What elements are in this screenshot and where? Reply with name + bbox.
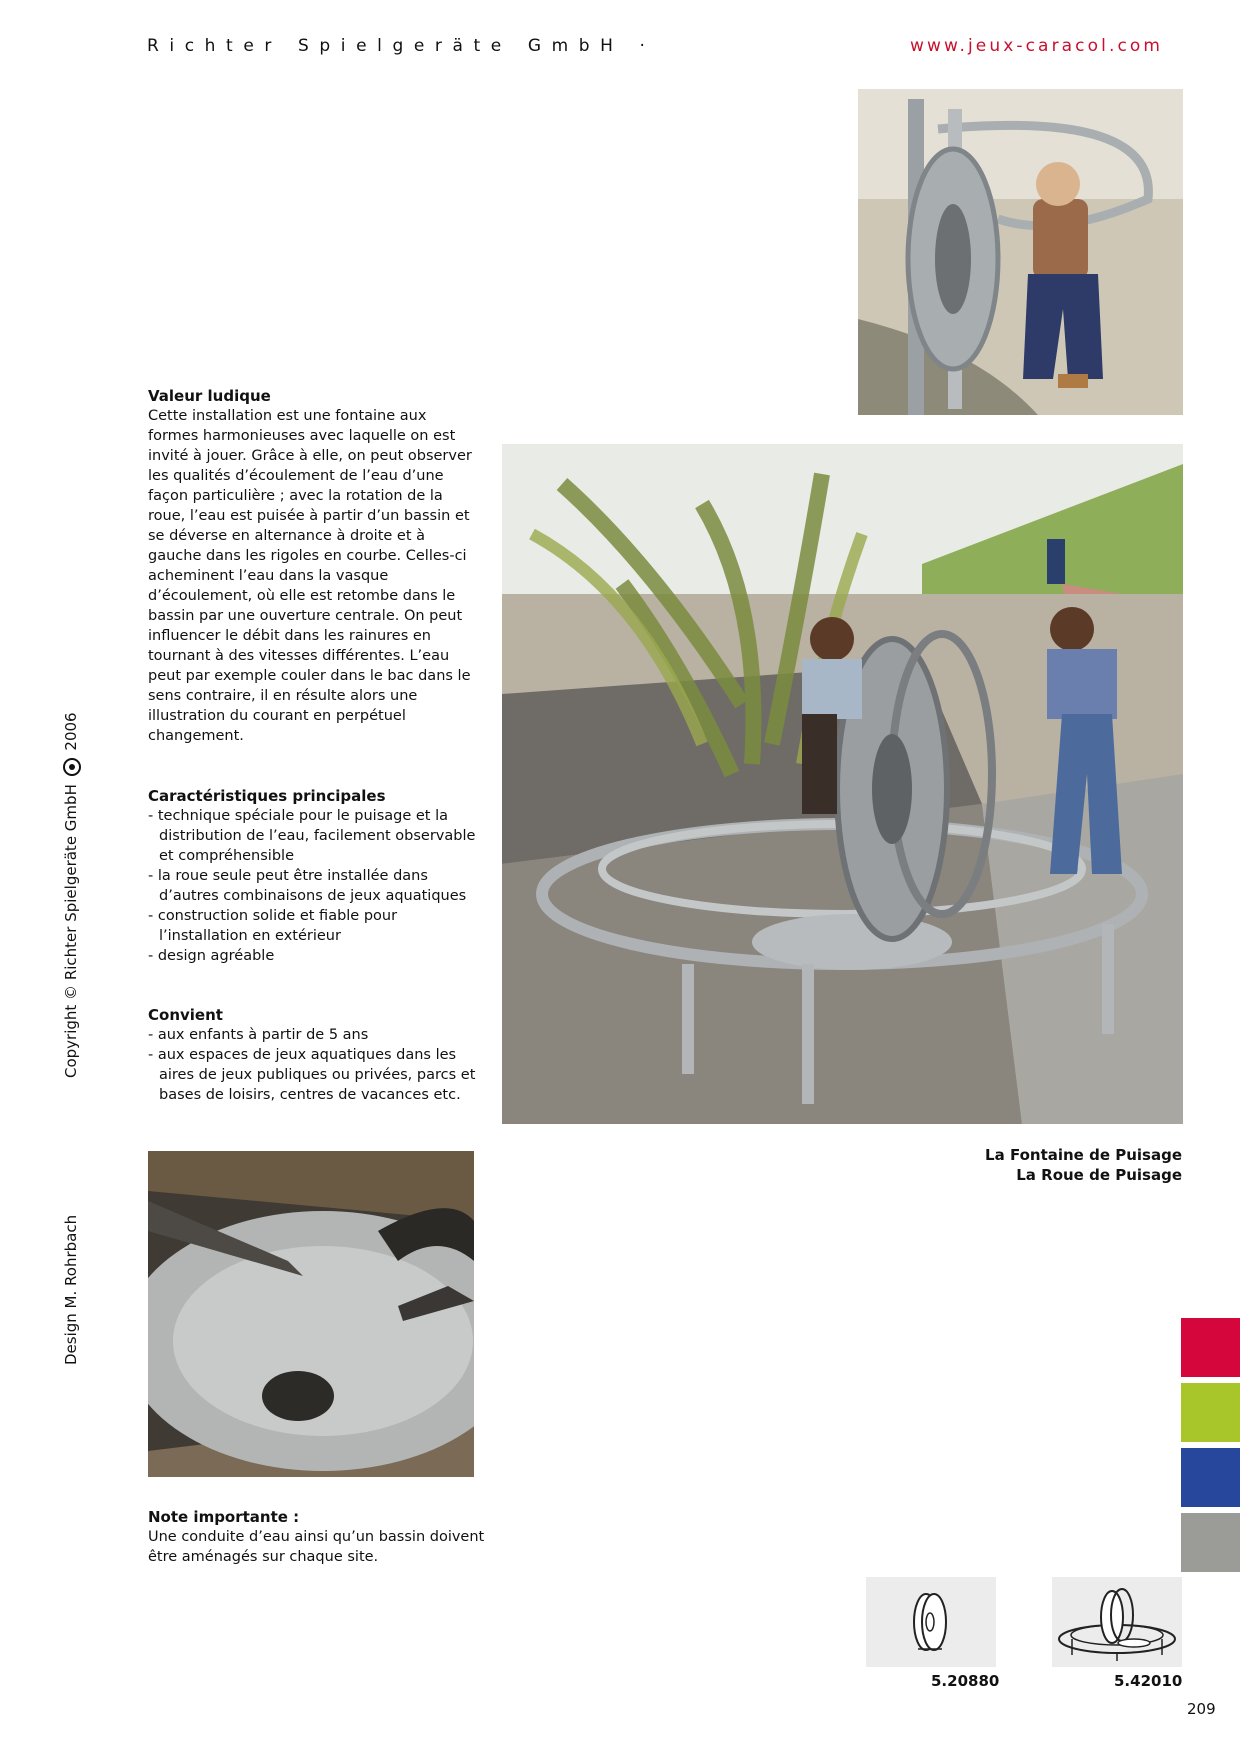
color-tab-green[interactable] — [1181, 1383, 1240, 1442]
color-tab-blue[interactable] — [1181, 1448, 1240, 1507]
caracol-logo-icon — [63, 758, 81, 776]
list-convient — [148, 1025, 478, 1105]
product-code-2: 5.42010 — [1114, 1672, 1183, 1690]
list-caracteristiques — [148, 806, 478, 966]
list-item: - design agréable — [148, 946, 478, 966]
section-note-importante — [148, 1507, 508, 1567]
list-item: - aux espaces de jeux aquatiques dans les aires de jeux publiques ou privées, parcs et bases de loisirs, centres de vacances etc. — [148, 1045, 478, 1105]
copyright-text: Copyright © Richter Spielgeräte GmbH — [62, 784, 80, 1078]
text-valeur-ludique: Cette installation est une fontaine aux formes harmonieuses avec laquelle on est invité à jouer. Grâce à elle, on peut observer les qualités d’écoulement de l’eau d’une façon particulière ; avec la rotation de la roue, l’eau est puisée à partir d’un bassin et se déverse en alternance à droite et à gauche dans les rigoles en courbe. Celles-ci acheminent l’eau dans la vasque d’écoulement, où elle est retombe dans le bassin par une ouverture centrale. On peut influencer le débit dans les rainures en tournant à des vitesses différentes. L’eau peut par exemple couler dans le bac dans le sens contraire, il en résulte alors une illustration du courant en perpétuel changement. — [148, 408, 472, 744]
copyright-year: 2006 — [62, 712, 80, 751]
product-caption — [985, 1145, 1182, 1185]
heading-note-importante: Note importante : — [148, 1508, 300, 1526]
list-item: - aux enfants à partir de 5 ans — [148, 1025, 478, 1045]
caption-line-2: La Roue de Puisage — [1016, 1166, 1182, 1184]
header-url[interactable]: www.jeux-caracol.com — [910, 36, 1164, 56]
caption-line-1: La Fontaine de Puisage — [985, 1146, 1182, 1164]
list-item: - construction solide et fiable pour l’installation en extérieur — [148, 906, 478, 946]
heading-convient: Convient — [148, 1006, 223, 1024]
photo-basin-detail — [148, 1151, 474, 1477]
text-note-importante: Une conduite d’eau ainsi qu’un bassin doivent être aménagés sur chaque site. — [148, 1529, 485, 1565]
section-caracteristiques — [148, 786, 478, 966]
list-item: - la roue seule peut être installée dans d’autres combinaisons de jeux aquatiques — [148, 866, 478, 906]
product-thumbnail-wheel[interactable] — [866, 1577, 996, 1667]
heading-caracteristiques: Caractéristiques principales — [148, 787, 386, 805]
section-valeur-ludique — [148, 386, 478, 746]
product-thumbnail-fountain[interactable] — [1052, 1577, 1182, 1667]
product-code-1: 5.20880 — [931, 1672, 1000, 1690]
wheel-icon — [866, 1577, 996, 1667]
list-item: - technique spéciale pour le puisage et la distribution de l’eau, facilement observable et compréhensible — [148, 806, 478, 866]
page-number: 209 — [1187, 1700, 1216, 1718]
copyright-notice — [62, 712, 81, 1078]
header-company: Richter Spielgeräte GmbH · — [147, 36, 656, 56]
photo-water-wheel-fountain — [502, 444, 1183, 1124]
fountain-icon — [1052, 1577, 1182, 1667]
heading-valeur-ludique: Valeur ludique — [148, 387, 271, 405]
design-credit: Design M. Rohrbach — [62, 1214, 80, 1365]
section-convient — [148, 1005, 478, 1105]
color-tab-grey[interactable] — [1181, 1513, 1240, 1572]
color-tab-red[interactable] — [1181, 1318, 1240, 1377]
photo-boy-turning-wheel — [858, 89, 1183, 415]
